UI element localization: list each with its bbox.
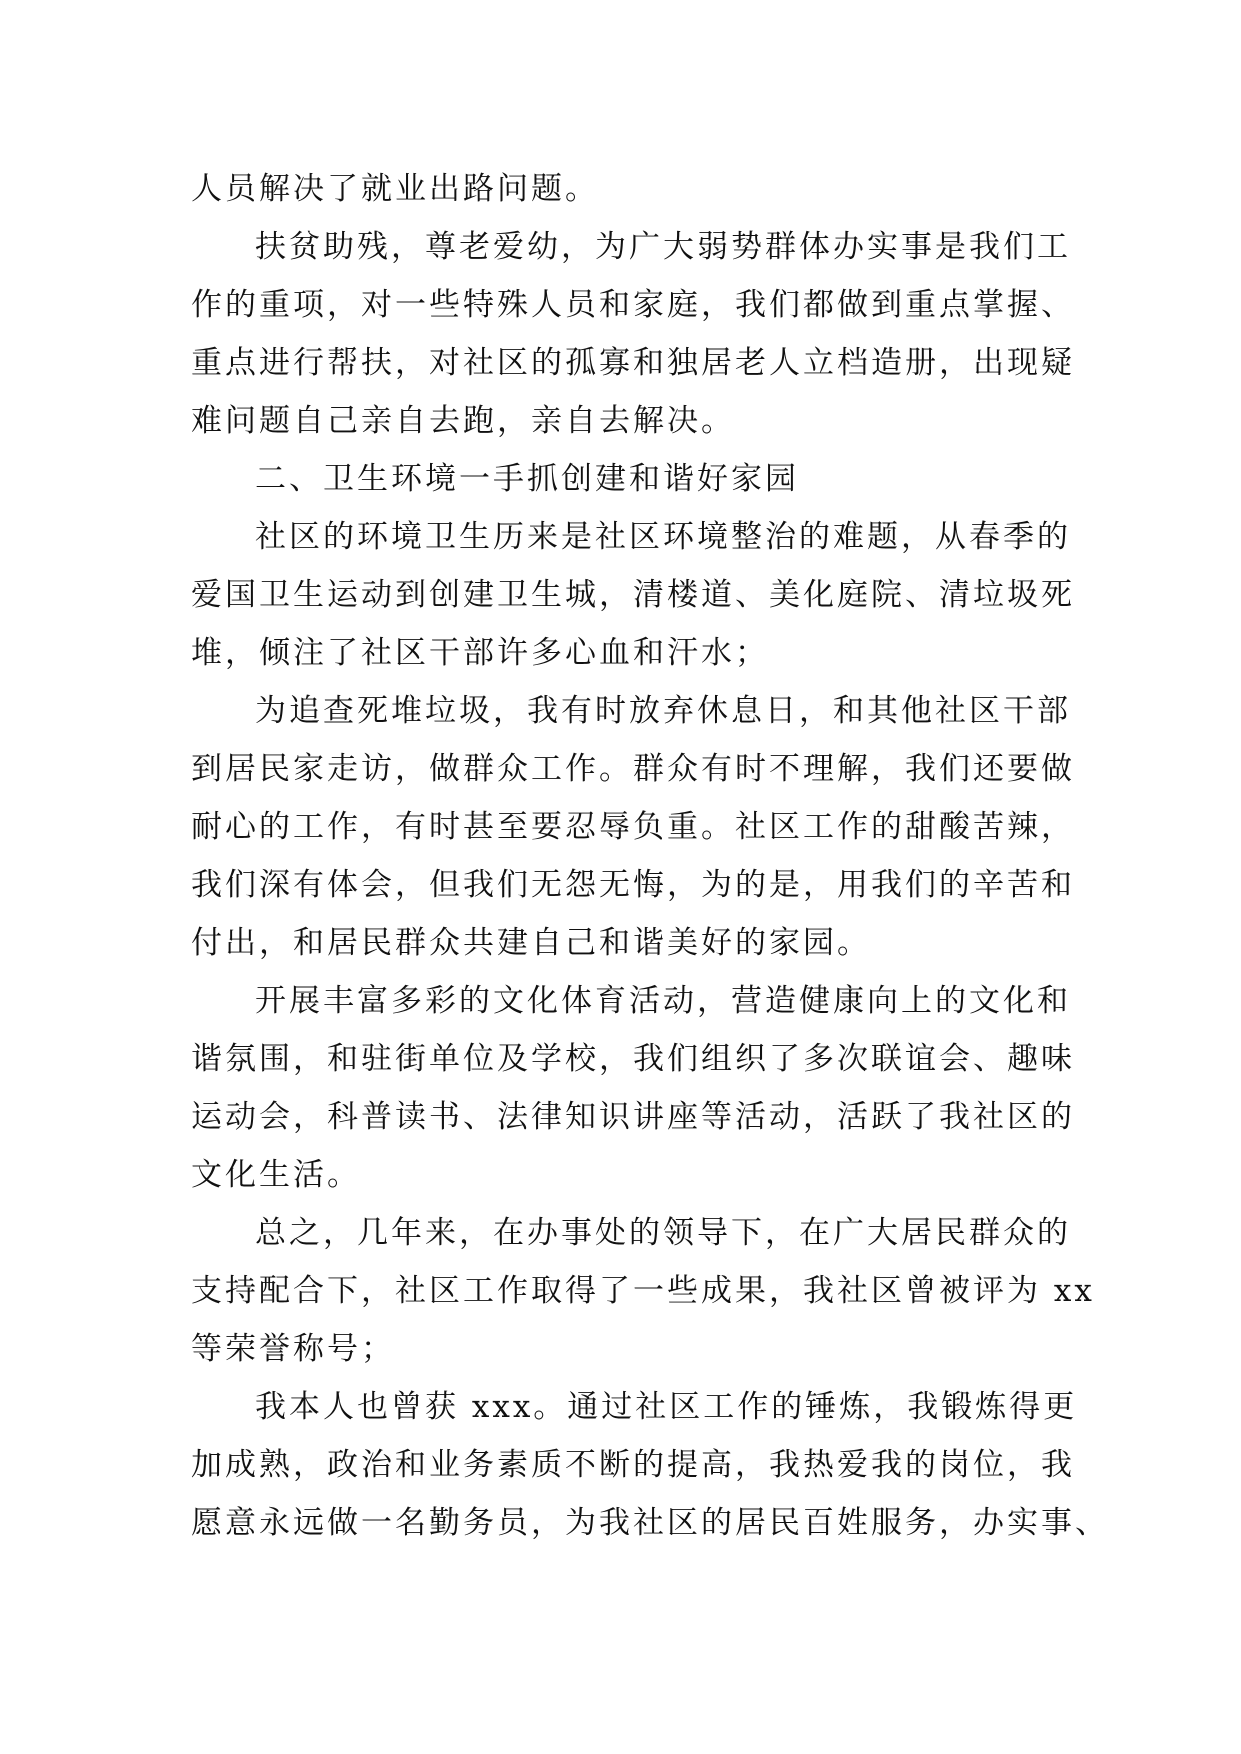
text-line: 付出，和居民群众共建自己和谐美好的家园。	[191, 925, 871, 961]
text-line: 到居民家走访，做群众工作。群众有时不理解，我们还要做	[191, 751, 1075, 787]
text-line: 我们深有体会，但我们无怨无悔，为的是，用我们的辛苦和	[191, 867, 1075, 903]
text-line: 二、卫生环境一手抓创建和谐好家园	[255, 461, 799, 497]
text-line: 加成熟，政治和业务素质不断的提高，我热爱我的岗位，我	[191, 1447, 1075, 1483]
text-line: 为追查死堆垃圾，我有时放弃休息日，和其他社区干部	[255, 693, 1071, 729]
text-line: 等荣誉称号；	[191, 1331, 395, 1367]
text-line: 爱国卫生运动到创建卫生城，清楼道、美化庭院、清垃圾死	[191, 577, 1075, 613]
text-line: 重点进行帮扶，对社区的孤寡和独居老人立档造册，出现疑	[191, 345, 1075, 381]
text-line: 开展丰富多彩的文化体育活动，营造健康向上的文化和	[255, 983, 1071, 1019]
text-line: 人员解决了就业出路问题。	[191, 171, 599, 207]
text-line: 作的重项，对一些特殊人员和家庭，我们都做到重点掌握、	[191, 287, 1075, 323]
text-line: 运动会，科普读书、法律知识讲座等活动，活跃了我社区的	[191, 1099, 1075, 1135]
text-line: 谐氛围，和驻街单位及学校，我们组织了多次联谊会、趣味	[191, 1041, 1075, 1077]
text-line: 文化生活。	[191, 1157, 361, 1193]
text-line: 耐心的工作，有时甚至要忍辱负重。社区工作的甜酸苦辣，	[191, 809, 1075, 845]
text-line: 支持配合下，社区工作取得了一些成果，我社区曾被评为 xx	[191, 1273, 1095, 1309]
text-line: 难问题自己亲自去跑，亲自去解决。	[191, 403, 735, 439]
text-line: 扶贫助残，尊老爱幼，为广大弱势群体办实事是我们工	[255, 229, 1071, 265]
text-line: 我本人也曾获 xxx。通过社区工作的锤炼，我锻炼得更	[255, 1389, 1078, 1425]
document-body	[191, 160, 1109, 1552]
text-line: 总之，几年来，在办事处的领导下，在广大居民群众的	[255, 1215, 1071, 1251]
text-line: 社区的环境卫生历来是社区环境整治的难题，从春季的	[255, 519, 1071, 555]
text-line: 愿意永远做一名勤务员，为我社区的居民百姓服务，办实事、	[191, 1505, 1109, 1541]
text-line: 堆，倾注了社区干部许多心血和汗水；	[191, 635, 769, 671]
